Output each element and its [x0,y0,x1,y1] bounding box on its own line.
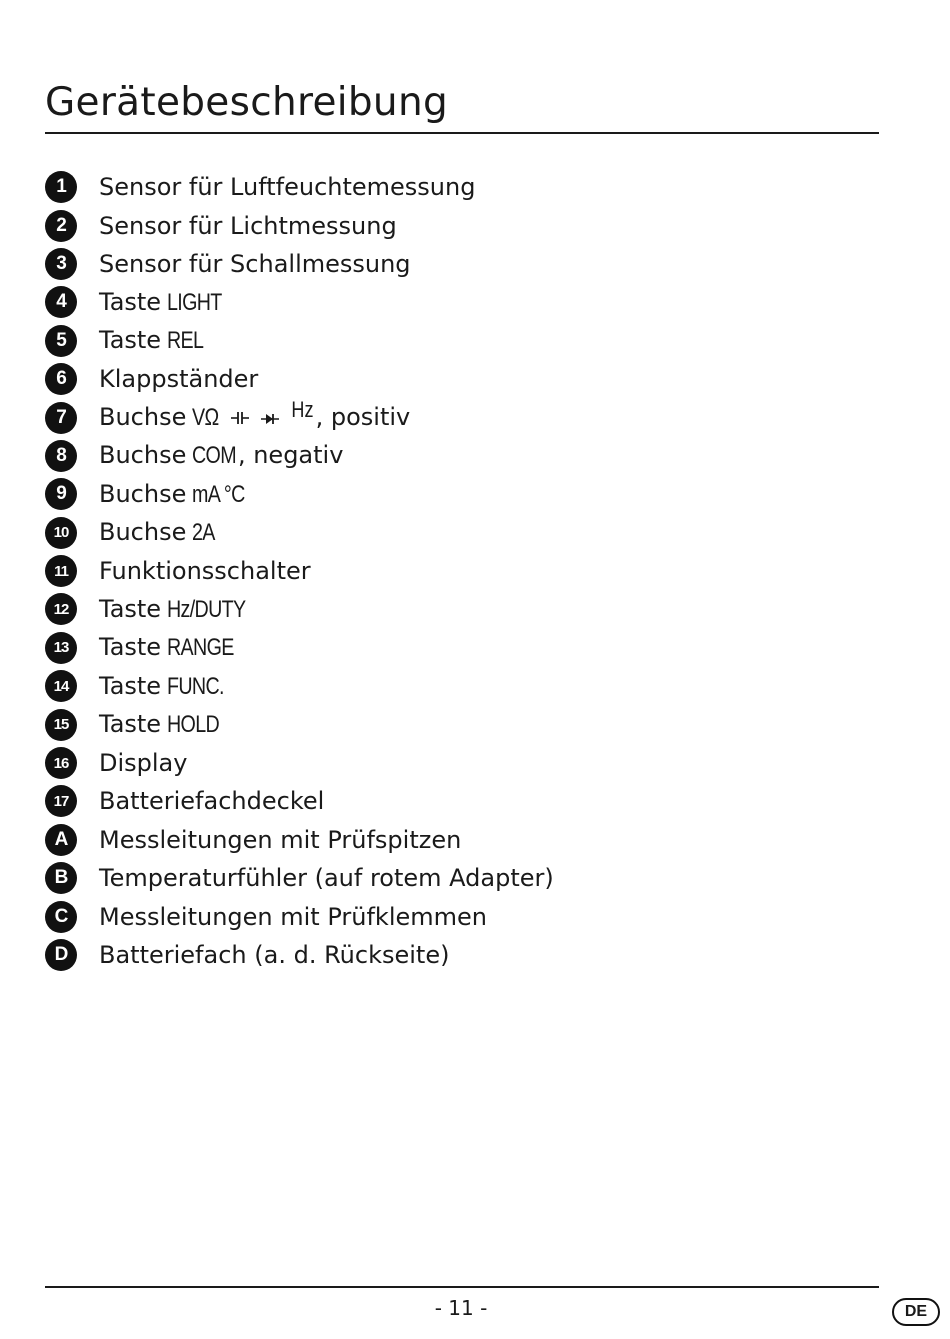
page-title: Gerätebeschreibung [45,80,449,125]
key-label: RANGE [167,634,234,662]
key-label: VΩ [192,404,219,432]
list-item [45,590,554,628]
list-item [45,206,554,244]
footer-divider [45,1286,879,1288]
item-text: Display [99,749,188,778]
list-item [45,398,554,436]
page-number: - 11 - [434,1296,488,1320]
item-text: Taste [99,633,162,662]
key-label: Hz/DUTY [167,595,246,623]
title-divider [45,132,879,134]
component-list [45,168,554,974]
key-label: mA °C [192,480,246,508]
item-text: Batteriefachdeckel [99,787,325,816]
key-label: LIGHT [167,288,222,316]
list-item [45,360,554,398]
list-item [45,283,554,321]
item-text: Klappständer [99,365,259,394]
item-marker: 4 [45,286,77,318]
list-item [45,936,554,974]
item-marker: 7 [45,402,77,434]
item-marker: 9 [45,478,77,510]
item-text: Taste [99,710,162,739]
key-label: COM [192,442,237,470]
item-text: Buchse [99,403,187,432]
item-marker: 12 [45,593,77,625]
item-marker: 6 [45,363,77,395]
list-item [45,859,554,897]
list-item [45,667,554,705]
item-marker: D [45,939,77,971]
capacitor-icon [231,411,249,425]
item-text: Sensor für Lichtmessung [99,211,397,240]
item-marker: 5 [45,325,77,357]
list-item [45,245,554,283]
item-text: Taste [99,287,162,316]
item-text: Funktionsschalter [99,557,311,586]
list-item [45,821,554,859]
item-text: Messleitungen mit Prüfklemmen [99,902,487,931]
list-item [45,897,554,935]
list-item [45,744,554,782]
key-label: REL [167,327,204,355]
item-text: Sensor für Schallmessung [99,249,411,278]
item-text: Taste [99,594,162,623]
list-item [45,437,554,475]
item-marker: 14 [45,670,77,702]
key-label: FUNC. [167,672,224,700]
item-text: Buchse [99,441,187,470]
list-item [45,514,554,552]
item-marker: C [45,901,77,933]
item-marker: 2 [45,210,77,242]
item-text: Taste [99,326,162,355]
item-text: Batteriefach (a. d. Rückseite) [99,941,450,969]
item-marker: 16 [45,747,77,779]
item-marker: 8 [45,440,77,472]
item-marker: 17 [45,785,77,817]
item-marker: B [45,862,77,894]
item-text: Taste [99,671,162,700]
list-item [45,629,554,667]
list-item [45,322,554,360]
item-marker: A [45,824,77,856]
item-text: Buchse [99,518,187,547]
list-item [45,168,554,206]
list-item [45,705,554,743]
key-label: 2A [192,519,216,547]
item-marker: 3 [45,248,77,280]
language-badge: DE [892,1298,940,1326]
key-label: HOLD [167,711,220,739]
hz-symbol: Hz [291,397,314,423]
item-text: Messleitungen mit Prüfspitzen [99,825,462,854]
item-marker: 10 [45,517,77,549]
item-suffix: , negativ [237,441,344,470]
item-marker: 1 [45,171,77,203]
diode-icon [261,413,279,425]
item-suffix: , positiv [315,403,411,432]
list-item [45,552,554,590]
item-marker: 11 [45,555,77,587]
item-text: Sensor für Luftfeuchtemessung [99,173,476,202]
item-marker: 15 [45,709,77,741]
item-text: Buchse [99,479,187,508]
list-item [45,475,554,513]
item-marker: 13 [45,632,77,664]
list-item [45,782,554,820]
item-text: Temperaturfühler (auf rotem Adapter) [99,864,554,893]
